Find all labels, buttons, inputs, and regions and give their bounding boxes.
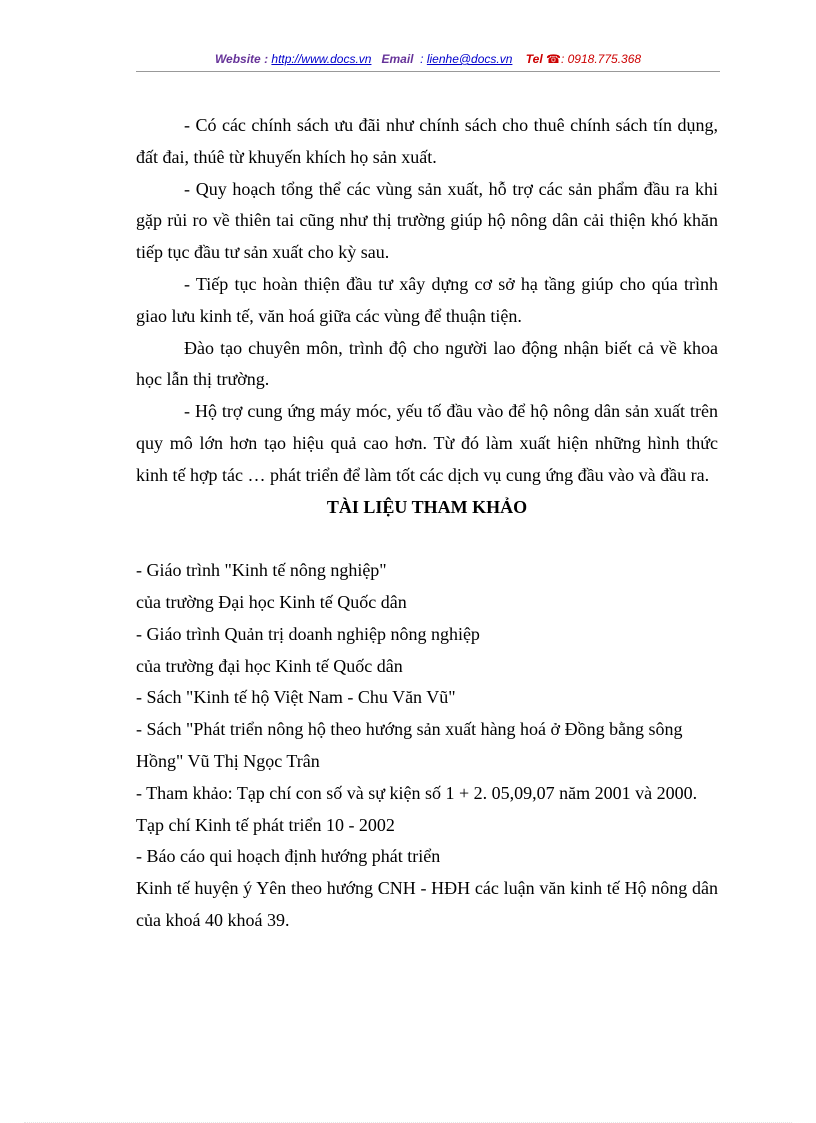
- email-separator: :: [420, 52, 424, 66]
- reference-line: Tạp chí Kinh tế phát triển 10 - 2002: [136, 814, 395, 835]
- phone-icon: ☎: [546, 52, 561, 66]
- page-header: [136, 52, 720, 66]
- email-label: Email: [381, 52, 414, 66]
- body-paragraph: - Tiếp tục hoàn thiện đầu tư xây dựng cơ sở hạ tầng giúp cho qúa trình giao lưu kinh tế, văn hoá giữa các vùng để thuận tiện.: [136, 273, 718, 326]
- body-paragraph: - Có các chính sách ưu đãi như chính sách cho thuê chính sách tín dụng, đất đai, thúê từ khuyến khích họ sản xuất.: [136, 115, 718, 167]
- reference-line: - Sách "Phát triển nông hộ theo hướng sản xuất hàng hoá ở Đồng bằng sông Hồng" Vũ Thị Ngọc Trân: [136, 719, 683, 771]
- body-paragraph: - Quy hoạch tổng thể các vùng sản xuất, hỗ trợ các sản phẩm đầu ra khi gặp rủi ro về thiên tai cũng như thị trường giúp hộ nông dân cải thiện khó khăn tiếp tục đầu tư sản xuất cho kỳ sau.: [136, 178, 718, 263]
- reference-line: của trường đại học Kinh tế Quốc dân: [136, 655, 403, 676]
- references-list: [136, 555, 718, 937]
- reference-line: Kinh tế huyện ý Yên theo hướng CNH - HĐH các luận văn kinh tế Hộ nông dân của khoá 40 khoá 39.: [136, 878, 718, 930]
- website-label: Website :: [214, 52, 269, 66]
- tel-label: Tel: [525, 52, 543, 66]
- reference-line: - Sách "Kinh tế hộ Việt Nam - Chu Văn Vũ": [136, 687, 456, 708]
- references-title: TÀI LIỆU THAM KHẢO: [326, 496, 528, 517]
- tel-value: : 0918.775.368: [560, 52, 642, 66]
- website-link[interactable]: http://www.docs.vn: [271, 52, 372, 66]
- reference-line: - Giáo trình Quản trị doanh nghiệp nông nghiệp: [136, 623, 480, 644]
- reference-line: - Báo cáo qui hoạch định hướng phát triển: [136, 846, 441, 867]
- body-paragraph: Đào tạo chuyên môn, trình độ cho người lao động nhận biết cả về khoa học lẫn thị trường.: [136, 337, 718, 390]
- reference-line: - Giáo trình "Kinh tế nông nghiệp": [136, 560, 387, 581]
- reference-line: của trường Đại học Kinh tế Quốc dân: [136, 591, 407, 612]
- body-paragraph: - Hộ trợ cung ứng máy móc, yếu tố đầu vào để hộ nông dân sản xuất trên quy mô lớn hơn tạo hiệu quả cao hơn. Từ đó làm xuất hiện những hình thức kinh tế hợp tác … phát triển để làm tốt các dịch vụ cung ứng đầu vào và đầu ra.: [136, 401, 718, 485]
- document-body: [136, 110, 718, 937]
- reference-line: - Tham khảo: Tạp chí con số và sự kiện số 1 + 2. 05,09,07 năm 2001 và 2000.: [136, 782, 698, 803]
- header-divider: [136, 71, 720, 72]
- email-link[interactable]: lienhe@docs.vn: [426, 52, 513, 66]
